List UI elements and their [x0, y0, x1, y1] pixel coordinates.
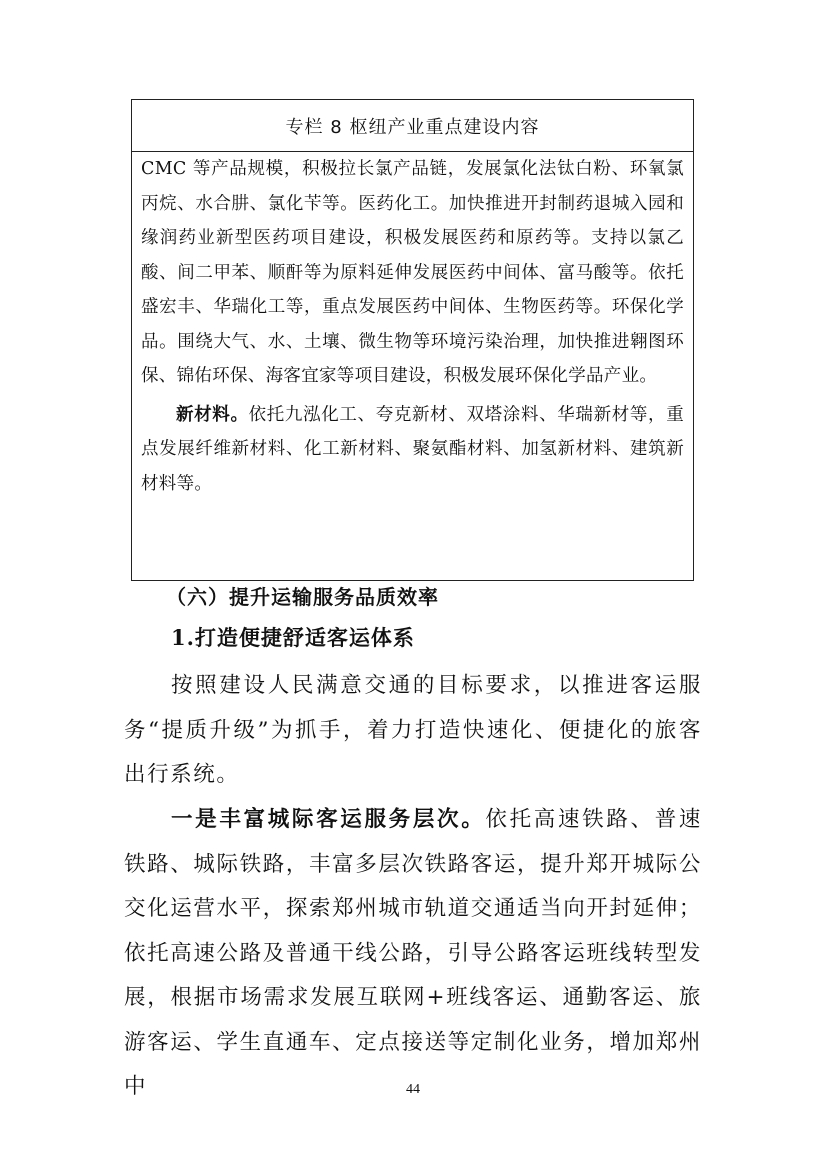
feature-box-paragraph: CMC 等产品规模，积极拉长氯产品链，发展氯化法钛白粉、环氧氯丙烷、水合肼、氯化苄等。医药化工。加快推进开封制药退城入园和缘润药业新型医药项目建设，积极发展医药和原药等。支持以氯乙酸、间二甲苯、顺酐等为原料延伸发展医药中间体、富马酸等。依托盛宏丰、华瑞化工等，重点发展医药中间体、生物医药等。环保化学品。围绕大气、水、土壤、微生物等环境污染治理，加快推进翱图环保、锦佑环保、海客宜家等项目建设，积极发展环保化学品产业。 [141, 159, 684, 386]
new-materials-lead: 新材料。 [176, 404, 249, 425]
section-subheading: 1.打造便捷舒适客运体系 [171, 625, 415, 650]
intercity-text: 依托高速铁路、普速铁路、城际铁路，丰富多层次铁路客运，提升郑开城际公交化运营水平，探索郑州城市轨道交通适当向开封延伸；依托高速公路及普通干线公路，引导公路客运班线转型发展，根据市场需求发展互联网+班线客运、通勤客运、旅游客运、学生直通车、定点接送等定制化业务，增加郑州中 [124, 807, 702, 1099]
section-heading: （六）提升运输服务品质效率 [166, 585, 439, 609]
feature-box [131, 99, 694, 581]
feature-box-body [132, 152, 693, 501]
feature-box-paragraph-new-materials [141, 398, 684, 502]
intercity-lead: 一是丰富城际客运服务层次。 [171, 807, 486, 832]
feature-box-title: 专栏 8 枢纽产业重点建设内容 [132, 100, 693, 152]
body-paragraph-intro: 按照建设人民满意交通的目标要求，以推进客运服务“提质升级”为抓手，着力打造快速化、便捷化的旅客出行系统。 [124, 673, 702, 787]
page-number: 44 [406, 1082, 420, 1097]
body-paragraph-intercity [124, 798, 702, 1110]
new-materials-text: 依托九泓化工、夸克新材、双塔涂料、华瑞新材等，重点发展纤维新材料、化工新材料、聚氨酯材料、加氢新材料、建筑新材料等。 [141, 404, 684, 494]
